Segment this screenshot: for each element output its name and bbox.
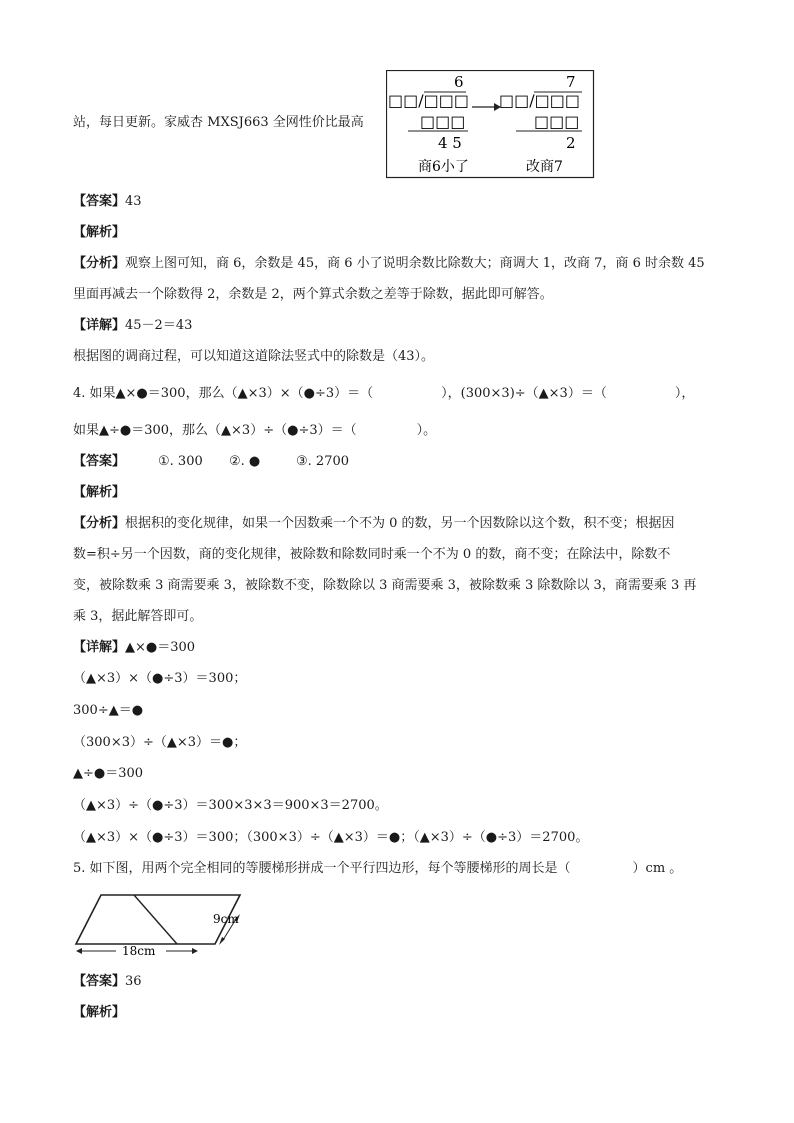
side-label: 9cm	[213, 912, 239, 926]
remainder-right: 2	[566, 134, 576, 152]
parallelogram-figure	[74, 890, 249, 960]
caption-right: 改商7	[526, 159, 563, 175]
quotient-right: 7	[566, 73, 576, 91]
q4-detail	[73, 638, 195, 658]
fenxi-tag: 【分析】	[73, 516, 126, 531]
q4-text-1a: 4. 如果▲×●＝300，那么（▲×3）×（●÷3）＝（	[73, 386, 374, 401]
q4-step-3: 300÷▲＝●	[73, 703, 144, 718]
q4-text-1c: ），	[674, 386, 695, 401]
q5-answer	[73, 972, 142, 992]
q5-text-b: ）cm 。	[632, 861, 683, 876]
q4-text-1b: ），(300×3)÷（▲×3）＝（	[441, 386, 607, 401]
q4-answer-2: ②. ●	[229, 454, 261, 469]
q4-fenxi-line-2: 数=积÷另一个因数，商的变化规律，被除数和除数同时乘一个不为 0 的数，商不变；在除法中，除数不	[73, 547, 671, 562]
q5-text-a: 5. 如下图，用两个完全相同的等腰梯形拼成一个平行四边形，每个等腰梯形的周长是（	[73, 861, 571, 876]
remainder-left: 4 5	[438, 134, 462, 152]
q4-text-2a: 如果▲÷●＝300，那么（▲×3）÷（●÷3）＝（	[73, 423, 357, 438]
q3-conclusion: 根据图的调商过程，可以知道这道除法竖式中的除数是（43）。	[73, 349, 435, 364]
q4-answer-3: ③. 2700	[296, 454, 350, 469]
q5-question	[73, 859, 682, 879]
fenxi-text: 观察上图可知，商 6，余数是 45，商 6 小了说明余数比除数大；商调大 1，改商 7，商 6 时余数 45	[125, 256, 705, 271]
q5-analysis-tag: 【解析】	[73, 1005, 126, 1020]
q4-fenxi-line-4: 乘 3，据此解答即可。	[73, 609, 203, 624]
division-figure	[386, 70, 598, 180]
answer-tag: 【答案】	[73, 194, 126, 209]
q4-text-2b: ）。	[416, 423, 437, 438]
q4-step-6: （▲×3）÷（●÷3）＝300×3×3＝900×3＝2700。	[73, 798, 388, 813]
q3-analysis-tag: 【解析】	[73, 225, 126, 240]
subtract-right: □□□	[534, 112, 580, 131]
answer-value: 36	[125, 974, 142, 989]
q4-step-2: （▲×3）×（●÷3）＝300；	[73, 671, 247, 686]
q3-fenxi-line-1	[73, 254, 705, 274]
boxes-right: □□/□□□	[499, 91, 580, 110]
q3-answer	[73, 192, 142, 212]
q4-step-4: （300×3）÷（▲×3）＝●；	[73, 735, 247, 750]
q4-answer	[73, 452, 125, 472]
xiangjie-text: 45－2＝43	[125, 318, 193, 333]
q4-fenxi-line-1	[73, 514, 675, 534]
q4-answer-1: ①. 300	[158, 454, 203, 469]
boxes-left: □□/□□□	[388, 91, 469, 110]
header-text: 站，每日更新。家威杏 MXSJ663 全网性价比最高	[73, 115, 364, 130]
fenxi-tag: 【分析】	[73, 256, 126, 271]
q3-detail	[73, 316, 192, 336]
q4-analysis-tag: 【解析】	[73, 485, 126, 500]
caption-left: 商6小了	[418, 159, 469, 175]
q4-step-7: （▲×3）×（●÷3）＝300；（300×3）÷（▲×3）＝●；（▲×3）÷（●÷3）＝2700。	[73, 830, 589, 845]
answer-value: 43	[125, 194, 142, 209]
answer-tag: 【答案】	[73, 454, 126, 469]
q3-fenxi-line-2: 里面再减去一个除数得 2，余数是 2，两个算式余数之差等于除数，据此即可解答。	[73, 287, 553, 302]
q4-step-5: ▲÷●＝300	[73, 766, 144, 781]
quotient-left: 6	[454, 73, 464, 91]
answer-tag: 【答案】	[73, 974, 126, 989]
subtract-left: □□□	[420, 112, 466, 131]
xiangjie-tag: 【详解】	[73, 318, 126, 333]
xiangjie-tag: 【详解】	[73, 640, 126, 655]
step-1: ▲×●＝300	[125, 640, 196, 655]
q4-question-line-1	[73, 384, 694, 404]
q4-fenxi-line-3: 变，被除数乘 3 商需要乘 3，被除数不变，除数除以 3 商需要乘 3，被除数乘 3 除数除以 3，商需要乘 3 再	[73, 578, 697, 593]
q4-question-line-2	[73, 421, 436, 441]
fenxi-text: 根据积的变化规律，如果一个因数乘一个不为 0 的数，另一个因数除以这个数，积不变；根据因	[125, 516, 675, 531]
base-label: 18cm	[122, 944, 156, 958]
